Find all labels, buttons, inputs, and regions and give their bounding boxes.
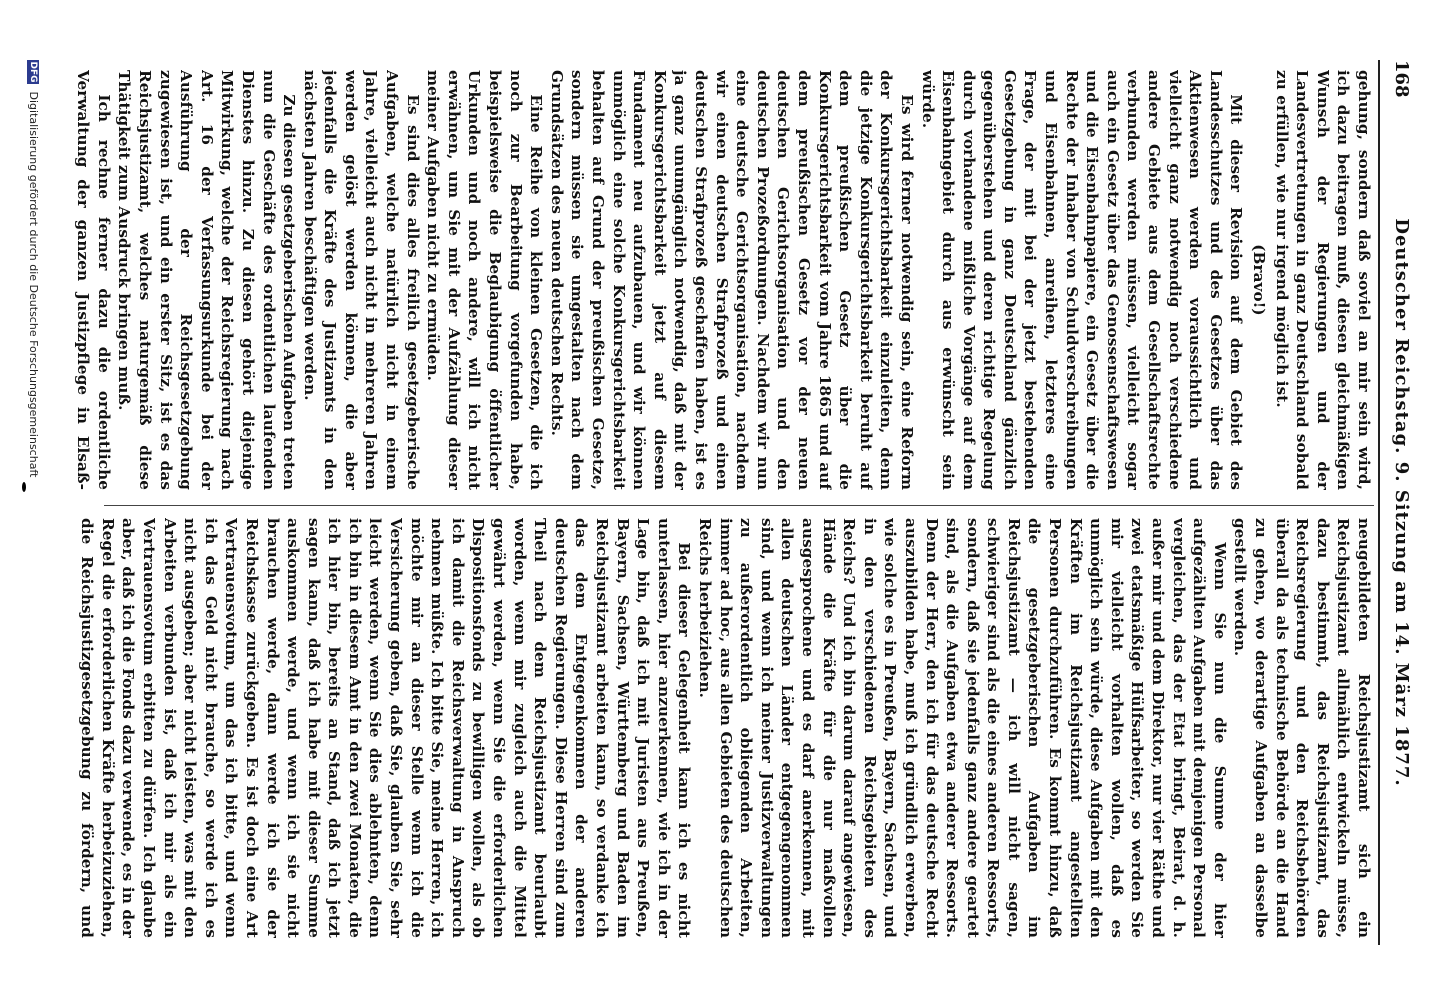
paragraph: Eine Reihe von kleinen Gesetzen, die ich noch zur Bearbeitung vorgefunden habe, beispielsweise die Beglaubigung öffentlicher Urkunden und noch andere, will ich nicht erwähnen, um Sie mit der Aufzählung dieser meiner Aufgaben nicht zu ermüden. <box>424 70 546 490</box>
paragraph: Ich rechne ferner dazu die ordentliche Verwaltung der ganzen Justizpflege in Elsaß- <box>74 70 113 490</box>
page-number: 168 <box>1391 60 1412 98</box>
paragraph: Zu diesen gesetzgeberischen Aufgaben treten nun die Geschäfte des ordentlichen laufenden Dienstes hinzu. Zu diesen gehört diejenige Mitwirkung, welche der Reichsregierung nach Art. 16 der Verfassungsurkunde bei der Ausführung der Reichsgesetzgebung zugewiesen ist, und ein erster Sitz, ist es das Reichsjustizamt, welches naturgemäß diese Thätigkeit zum Ausdruck bringen muß. <box>115 70 299 490</box>
paragraph: Es sind dies alles freilich gesetzgeberische Aufgaben, welche natürlich nicht in einem Jahre, vielleicht auch nicht in mehreren Jahren werden gelöst werden können, die aber jedenfalls die Kräfte des Justizamts in den nächsten Jahren beschäftigen werden. <box>300 70 422 490</box>
page-title: Deutscher Reichstag. 9. Sitzung am 14. März 1877. <box>1391 218 1412 787</box>
column-divider <box>104 505 1374 506</box>
header-rule <box>1378 60 1380 945</box>
scan-speck <box>22 482 26 492</box>
paragraph: Mit dieser Revision auf dem Gebiet des Landesschutzes und des Gesetzes über das Aktienwesen werden voraussichtlich und vielleicht ganz notwendig noch verschiedene andere Gebiete aus dem Gesellschaftsrechte verbunden werden müssen, vielleicht sogar auch ein Gesetz über das Genossenschaftswesen und die Eisenbahnpapiere, ein Gesetz über die Rechte der Inhaber von Schuldverschreibungen und Eisenbahnen, anreihen, letzteres eine Frage, der mit bei der jetzt bestehenden Gesetzgebung in ganz Deutschland gänzlich gegenüberstehen und deren richtige Regelung durch vorhandene mißliche Vorgänge auf dem Eisenbahngebiet durch aus erwünscht sein würde. <box>918 70 1246 490</box>
left-column <box>74 70 1374 490</box>
paragraph: neugebildeten Reichsjustizamt sich ein Reichsjustizamt allmählich entwickeln müsse, dazu bestimmt, das Reichsjustizamt, das Reichsregierung und den Reichsbehörden überall da als technische Behörde an die Hand zu gehen, wo derartige Aufgaben an dasselbe gestellt werden. <box>1231 518 1373 938</box>
paragraph: Es wird ferner notwendig sein, eine Reform der Konkursgerichtsbarkeit einzuleiten, denn die jetzige Konkursgerichtsbarkeit beruht auf dem preußischen Gesetz über die Konkursgerichtsbarkeit vom Jahre 1865 und auf dem preußischen Gesetz vor der neuen deutschen Gerichtsorganisation und den deutschen Prozeßordnungen. Nachdem wir nun eine deutsche Gerichtsorganisation, nachdem wir einen deutschen Strafprozeß und einen deutschen Strafprozeß geschaffen haben, ist es ja ganz unumgänglich notwendig, daß mit der Konkursgerichtsbarkeit jetzt auf diesem Fundament neu aufzubauen, und wir können unmöglich eine solche Konkursgerichtsbarkeit behalten auf Grund der preußischen Gesetze, sondern müssen sie umgestalten nach dem Grundsätzen des neuen deutschen Rechts. <box>547 70 916 490</box>
right-column <box>74 518 1374 938</box>
footer <box>10 60 40 960</box>
paragraph: gehung, sondern daß soviel an mir sein wird, ich dazu beitragen muß, diesen gleichmäßigen Wunsch der Regierungen und der Landesvertretungen in ganz Deutschland sobald zu erfüllen, wie nur irgend möglich ist. <box>1272 70 1373 490</box>
paragraph: Wenn Sie nun die Summe der hier aufgezählten Aufgaben mit demjenigen Personal vergleichen, das der Etat bringt, Beirat, d. h. außer mir und dem Direktor, nur vier Räthe und zwei etatsmäßige Hülfsarbeiter, so werden Sie mir vielleicht vorhalten wollen, daß es unmöglich sein würde, diese Aufgaben mit den Kräften im Reichsjustizamt angestellten Personen durchzuführen. Es kommt hinzu, daß die gesetzgeberischen Aufgaben im Reichsjustizamt — ich will nicht sagen, schwieriger sind als die eines anderen Ressorts, sondern, daß sie jedenfalls ganz andere geartet sind, als die Aufgaben etwa anderer Ressorts. Denn der Herr, den ich für das deutsche Recht auszubilden habe, muß ich gründlich erwerben, wie solche es in Preußen, Bayern, Sachsen, und in den verschiedenen Reichsgebieten des Reichs? Und ich bin darum darauf angewiesen, Hände die Kräfte für die nur maßvollen ausgesprochene und es darf anerkennen, mit allen deutschen Länder entgegengenommen sind, und wenn ich meiner Justizverwaltungen zu außerordentlich obliegenden Arbeiten, immer ad hoc, aus allen Gebieten des deutschen Reichs herbeiziehen. <box>696 518 1229 938</box>
dfg-logo: DFG <box>28 61 38 83</box>
paragraph: Bei dieser Gelegenheit kann ich es nicht unterlassen, hier anzuerkennen, wie ich in der Lage bin, daß ich mit Juristen aus Preußen, Bayern, Sachsen, Württemberg und Baden im Reichsjustizamt arbeiten kann, so verdanke ich das dem Entgegenkommen der anderen deutschen Regierungen. Diese Herren sind zum Theil nach dem Reichsjustizamt beurlaubt worden, wenn mir zugleich auch die Mittel gewährt werden, wenn Sie die erforderlichen Dispositionsfonds zu bewilligen wollen, als ob ich damit die Reichsverwaltung in Anspruch nehmen müßte. Ich bitte Sie, meine Herren, ich möchte mir an dieser Stelle wenn ich die Versicherung geben, daß Sie, glauben Sie, sehr leicht werden, wenn Sie dies ablehnten, denn ich bin in diesem Amt in den zwei Monaten, die ich hier bin, bereits an Stand, daß ich jetzt sagen kann, daß ich habe mit dieser Summe auskommen werde, und wenn ich sie nicht brauchen werde, dann werde ich sie der Reichskasse zurückgeben. Es ist doch eine Art Vertrauensvotum, um das ich bitte, und wenn ich das Geld nicht brauche, so werde ich es nicht ausgeben; aber nicht leisten, was mit den Arbeiten verbunden ist, daß ich mir als ein Vertrauensvotum erbitten zu dürfen. Ich glaube aber, daß ich die Fonds dazu verwende, es in der Regel die erforderlichen Kräfte herbeizuziehen, die Reichsjustizgesetzgebung zu fördern, und <box>78 518 694 938</box>
page-header <box>1382 60 1412 945</box>
footer-credit: Digitalisierung gefördert durch die Deutsche Forschungsgemeinschaft <box>27 91 40 478</box>
applause-note: (Bravo!) <box>1250 244 1269 316</box>
